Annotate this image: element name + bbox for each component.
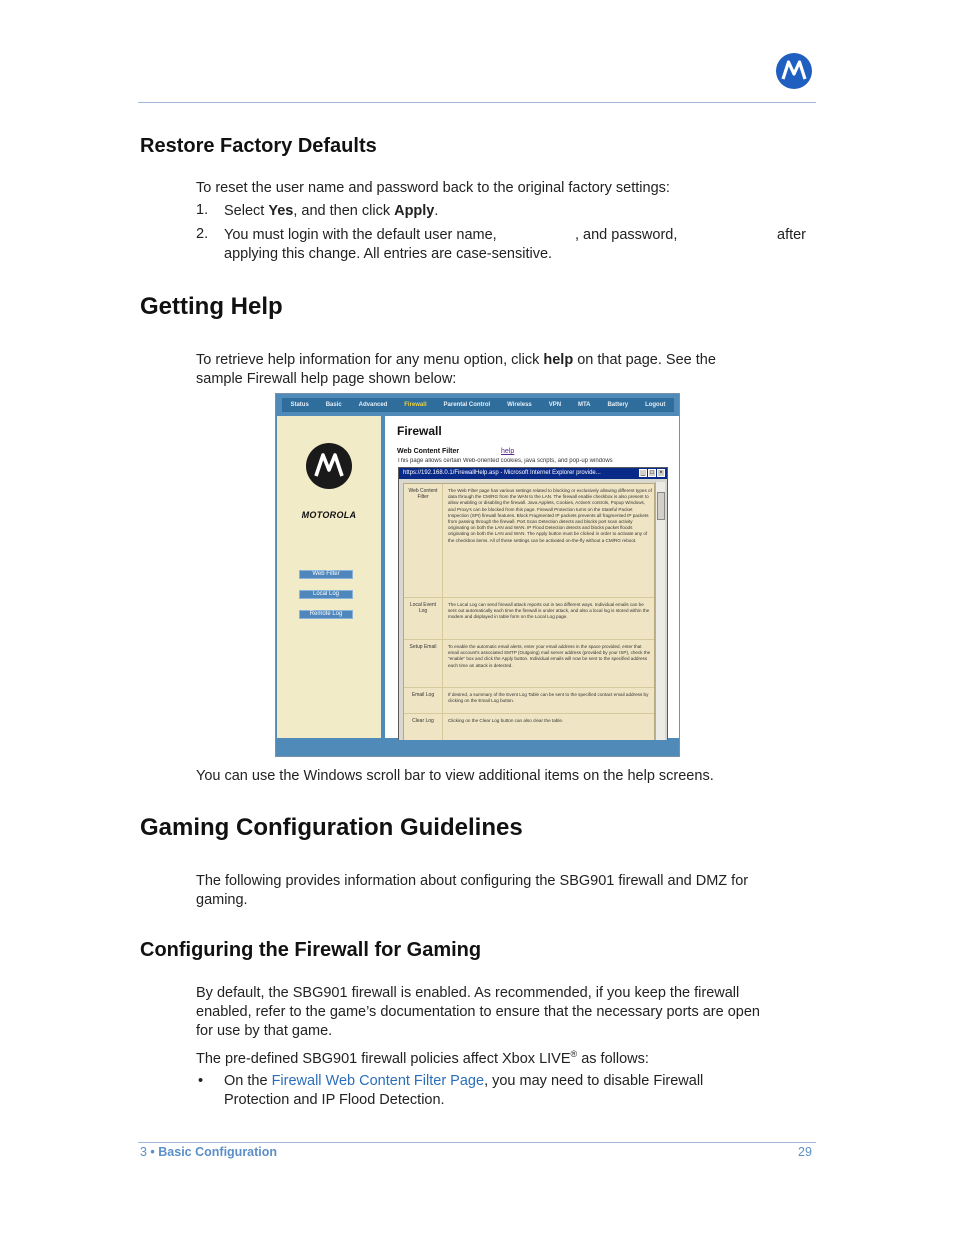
firewall-web-content-filter-link[interactable]: Firewall Web Content Filter Page [271, 1073, 485, 1089]
help-popup-window [398, 467, 668, 746]
motorola-wordmark: MOTOROLA [301, 510, 357, 520]
nav-vpn[interactable]: VPN [548, 402, 562, 408]
help-table [403, 483, 655, 745]
help-row-label: Local Event Log [409, 602, 437, 614]
footer-section: 3 • Basic Configuration [140, 1145, 278, 1159]
router-footer-bar [277, 740, 679, 756]
step2-number: 2. [196, 226, 209, 242]
firewall-gaming-p1-line1: By default, the SBG901 firewall is enabled. As recommended, if you keep the firewall [196, 985, 740, 1001]
nav-basic[interactable]: Basic [325, 402, 342, 408]
help-row [404, 598, 654, 640]
step2-text-a: You must login with the default user name, [224, 227, 497, 243]
header-divider [138, 102, 816, 103]
firewall-gaming-p2: The pre-defined SBG901 firewall policies affect Xbox LIVE® as follows: [196, 1049, 649, 1067]
nav-advanced[interactable]: Advanced [358, 402, 388, 408]
popup-title-bar[interactable]: https://192.168.0.1/FirewallHelp.asp - Microsoft Internet Explorer provide... [399, 468, 667, 479]
local-log-button[interactable]: Local Log [299, 590, 353, 599]
help-paragraph: To retrieve help information for any menu option, click help on that page. See the [196, 352, 716, 368]
gaming-paragraph-line1: The following provides information about configuring the SBG901 firewall and DMZ for [196, 873, 749, 889]
popup-window-controls [639, 469, 665, 477]
gaming-heading: Gaming Configuration Guidelines [140, 814, 523, 841]
web-content-filter-description: This page allows certain Web-oriented cookies, java scripts, and pop-up windows [397, 458, 613, 464]
scrollbar-thumb[interactable] [657, 492, 665, 520]
nav-battery[interactable]: Battery [607, 402, 629, 408]
help-after-text: You can use the Windows scroll bar to view additional items on the help screens. [196, 768, 714, 784]
help-row-label: Setup Email [409, 644, 437, 650]
help-row-label: Web Content Filter [408, 488, 438, 500]
page-number: 29 [798, 1145, 812, 1159]
nav-firewall[interactable]: Firewall [404, 402, 427, 408]
firewall-gaming-p1-line2: enabled, refer to the game’s documentation to ensure that the necessary ports are open [196, 1004, 760, 1020]
bullet-icon: • [198, 1073, 204, 1089]
help-link[interactable]: help [501, 448, 515, 455]
step1-number: 1. [196, 202, 209, 218]
restore-heading: Restore Factory Defaults [140, 135, 377, 157]
close-icon[interactable]: × [657, 469, 665, 477]
help-row-text: Clicking on the Clear Log button can also clear the table. [448, 718, 564, 723]
motorola-batwing-icon [306, 443, 352, 489]
help-row-label: Email Log [411, 692, 435, 698]
nav-status[interactable]: Status [290, 402, 309, 408]
help-row [404, 688, 654, 714]
firewall-title: Firewall [397, 424, 442, 438]
help-row-text: The Local Log can send firewall attack reports out in two different ways. Individual emails can be sent out automatically each time the firewall is under attack, and also a local log is stored within the modem and displayed in table form on the Local Log page. [448, 602, 650, 620]
help-paragraph-line2: sample Firewall help page shown below: [196, 371, 457, 387]
help-row-text: The Web Filter page has various settings related to blocking or exclusively allowing different types of data through the CM/RG from the WAN to the LAN. The firewall enable checkbox is also present to allow enabling or disabling the firewall. Java Applets, Cookies, ActiveX controls, Popup Windows, and Proxy's can be blocked from this page. Firewall Protection turns on the Stateful Packet Inspection (SPI) firewall features. Block Fragmented IP packets prevents all fragmented IP packets from passing through the firewall. Port Scan Detection detects and blocks port scan activity originating on both the LAN and WAN. IP Flood Detection detects and blocks packet floods originating on both the LAN and WAN. The Apply button must be clicked in order to activate any of the checkbox items. All of these settings can be activated on-the-fly without a CM/RG reboot. [448, 488, 652, 543]
motorola-logo-icon [776, 53, 812, 89]
maximize-icon[interactable]: □ [648, 469, 656, 477]
firewall-gaming-heading: Configuring the Firewall for Gaming [140, 939, 482, 961]
router-nav-bar [282, 398, 674, 412]
restore-intro: To reset the user name and password back to the original factory settings: [196, 180, 670, 196]
step2-text-c: after [777, 227, 807, 243]
gaming-paragraph-line2: gaming. [196, 892, 248, 908]
web-content-filter-label: Web Content Filter [397, 448, 460, 455]
help-heading: Getting Help [140, 293, 283, 320]
nav-mta[interactable]: MTA [577, 402, 591, 408]
footer-divider [138, 1142, 816, 1143]
help-row [404, 484, 654, 598]
help-row-text: If desired, a summary of the Event Log Table can be sent to the specified contact email address by clicking on the Email Log button. [448, 692, 649, 704]
popup-scrollbar[interactable] [655, 482, 665, 745]
remote-log-button[interactable]: Remote Log [299, 610, 353, 619]
bullet-item-line2: Protection and IP Flood Detection. [224, 1092, 445, 1108]
web-filter-button[interactable]: Web Filter [299, 570, 353, 579]
step2-text-line2: applying this change. All entries are case-sensitive. [224, 246, 553, 262]
step2-text-b: , and password, [575, 227, 678, 243]
minimize-icon[interactable]: _ [639, 469, 647, 477]
help-row-text: To enable the automatic email alerts, enter your email address in the space provided, enter that email account's associated SMTP (Outgoing) mail server address (provided by your ISP), check the "enable" box and click the Apply button. Individual emails will now be sent to the specified address each time an attack is detected. [448, 644, 651, 668]
help-row [404, 640, 654, 688]
firewall-gaming-p1-line3: for use by that game. [196, 1023, 333, 1039]
nav-wireless[interactable]: Wireless [507, 402, 532, 408]
step1-text: Select Yes, and then click Apply. [224, 203, 439, 219]
nav-logout[interactable]: Logout [645, 402, 666, 408]
firewall-help-screenshot [275, 393, 680, 757]
bullet-item: On the Firewall Web Content Filter Page, you may need to disable Firewall [224, 1073, 704, 1089]
help-row-label: Clear Log [412, 718, 434, 724]
nav-parental-control[interactable]: Parental Control [443, 402, 491, 408]
router-side-panel [277, 416, 381, 738]
